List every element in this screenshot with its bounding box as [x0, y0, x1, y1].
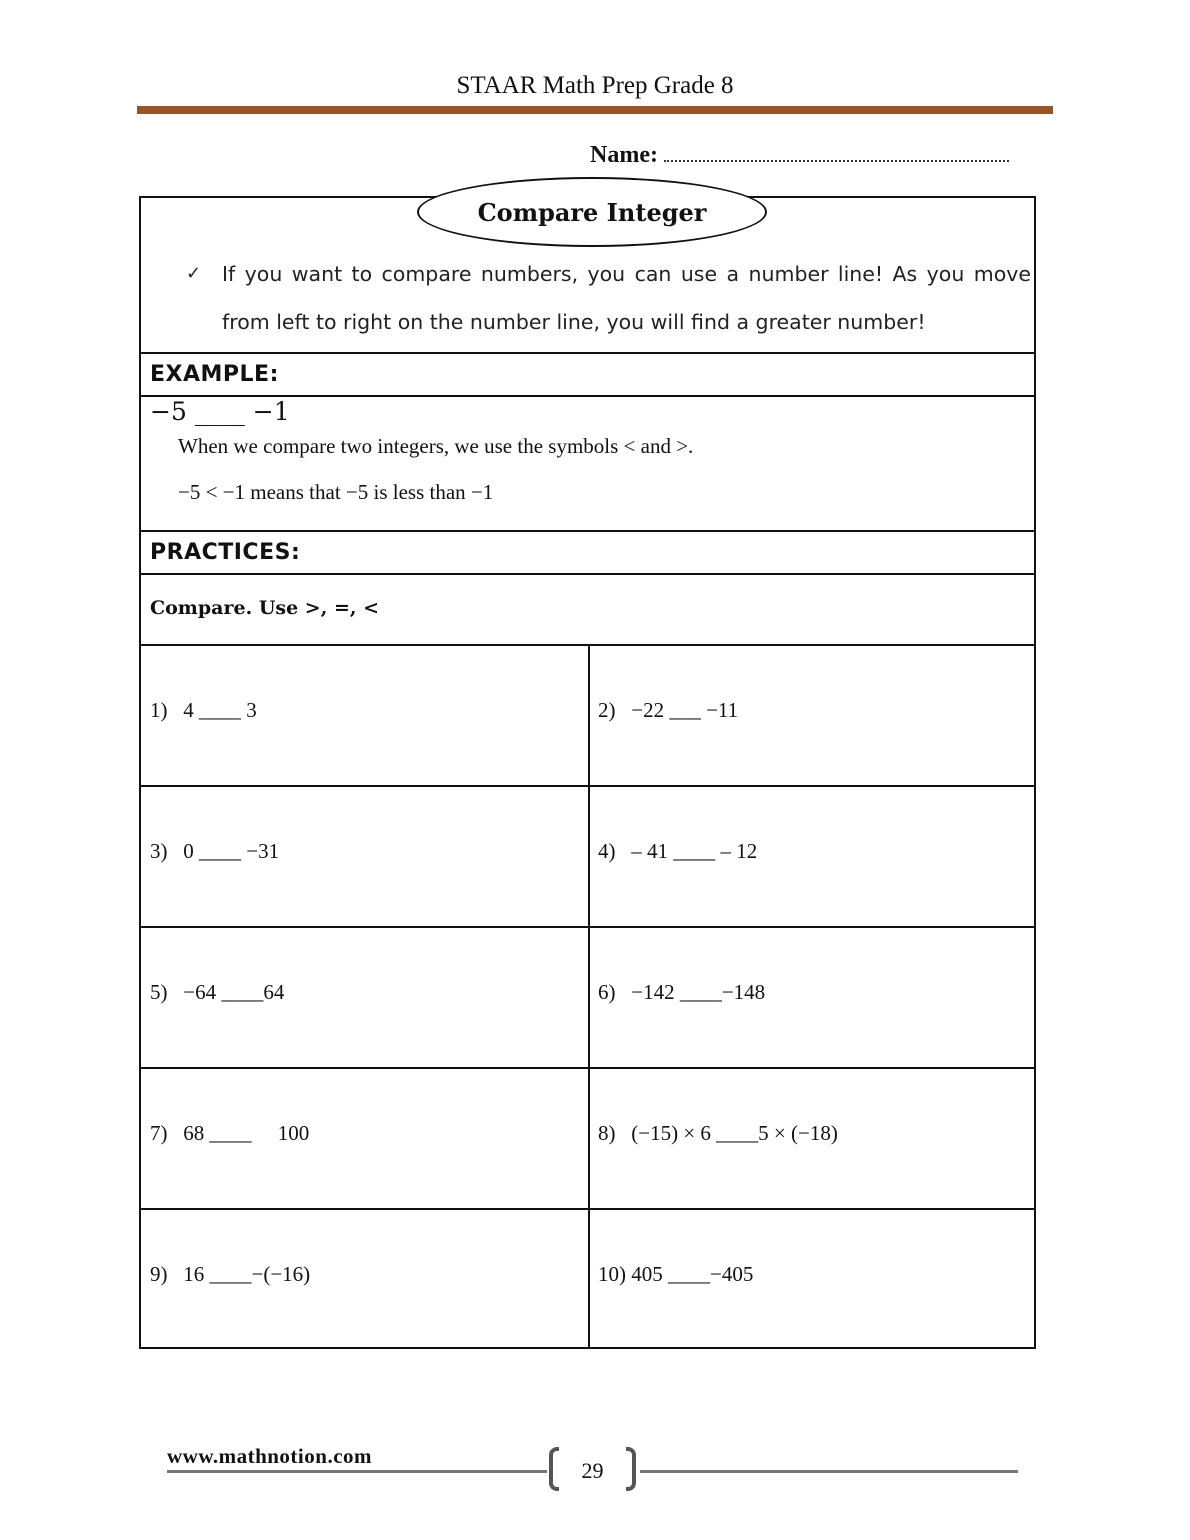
practices-label: PRACTICES:: [150, 540, 301, 565]
header-divider: [137, 106, 1053, 114]
example-explanation: When we compare two integers, we use the symbols < and >.: [178, 434, 694, 458]
intro-note: [186, 250, 1031, 346]
practice-problem[interactable]: 9) 16 ____−(−16): [150, 1262, 311, 1286]
practice-problem[interactable]: 7) 68 ____ 100: [150, 1121, 310, 1145]
practice-problem[interactable]: 1) 4 ____ 3: [150, 698, 257, 722]
practice-problem[interactable]: 6) −142 ____−148: [598, 980, 766, 1004]
footer-url[interactable]: www.mathnotion.com: [167, 1444, 373, 1468]
practice-instruction: Compare. Use >, =, <: [150, 597, 380, 619]
practice-problem[interactable]: 8) (−15) × 6 ____5 × (−18): [598, 1121, 838, 1145]
topic-title: Compare Integer: [417, 177, 767, 247]
divider: [141, 573, 1034, 575]
divider: [141, 530, 1034, 532]
intro-text: If you want to compare numbers, you can use a number line! As you move from left to right on the number line, you will find a greater number!: [222, 262, 1031, 334]
page-header-title: STAAR Math Prep Grade 8: [456, 72, 734, 99]
divider: [141, 352, 1034, 354]
practice-problem[interactable]: 10) 405 ____−405: [598, 1262, 754, 1286]
column-divider: [588, 645, 590, 1349]
practice-problem[interactable]: 2) −22 ___ −11: [598, 698, 739, 722]
footer-divider: [640, 1470, 1018, 1473]
right-bracket-icon: [626, 1447, 636, 1491]
left-bracket-icon: [549, 1447, 559, 1491]
checkmark-icon: ✓: [186, 263, 202, 284]
practice-problem[interactable]: 4) – 41 ____ – 12: [598, 839, 758, 863]
practice-problem[interactable]: 3) 0 ____ −31: [150, 839, 280, 863]
name-blank-line[interactable]: [664, 142, 1009, 162]
footer-divider: [167, 1470, 547, 1473]
page-number: 29: [581, 1458, 604, 1483]
name-label: Name:: [590, 142, 658, 168]
example-explanation: −5 < −1 means that −5 is less than −1: [178, 480, 494, 504]
name-field[interactable]: [590, 142, 1009, 169]
practice-problem[interactable]: 5) −64 ____64: [150, 980, 285, 1004]
example-expression: −5 ____ −1: [150, 397, 290, 426]
example-label: EXAMPLE:: [150, 362, 279, 387]
